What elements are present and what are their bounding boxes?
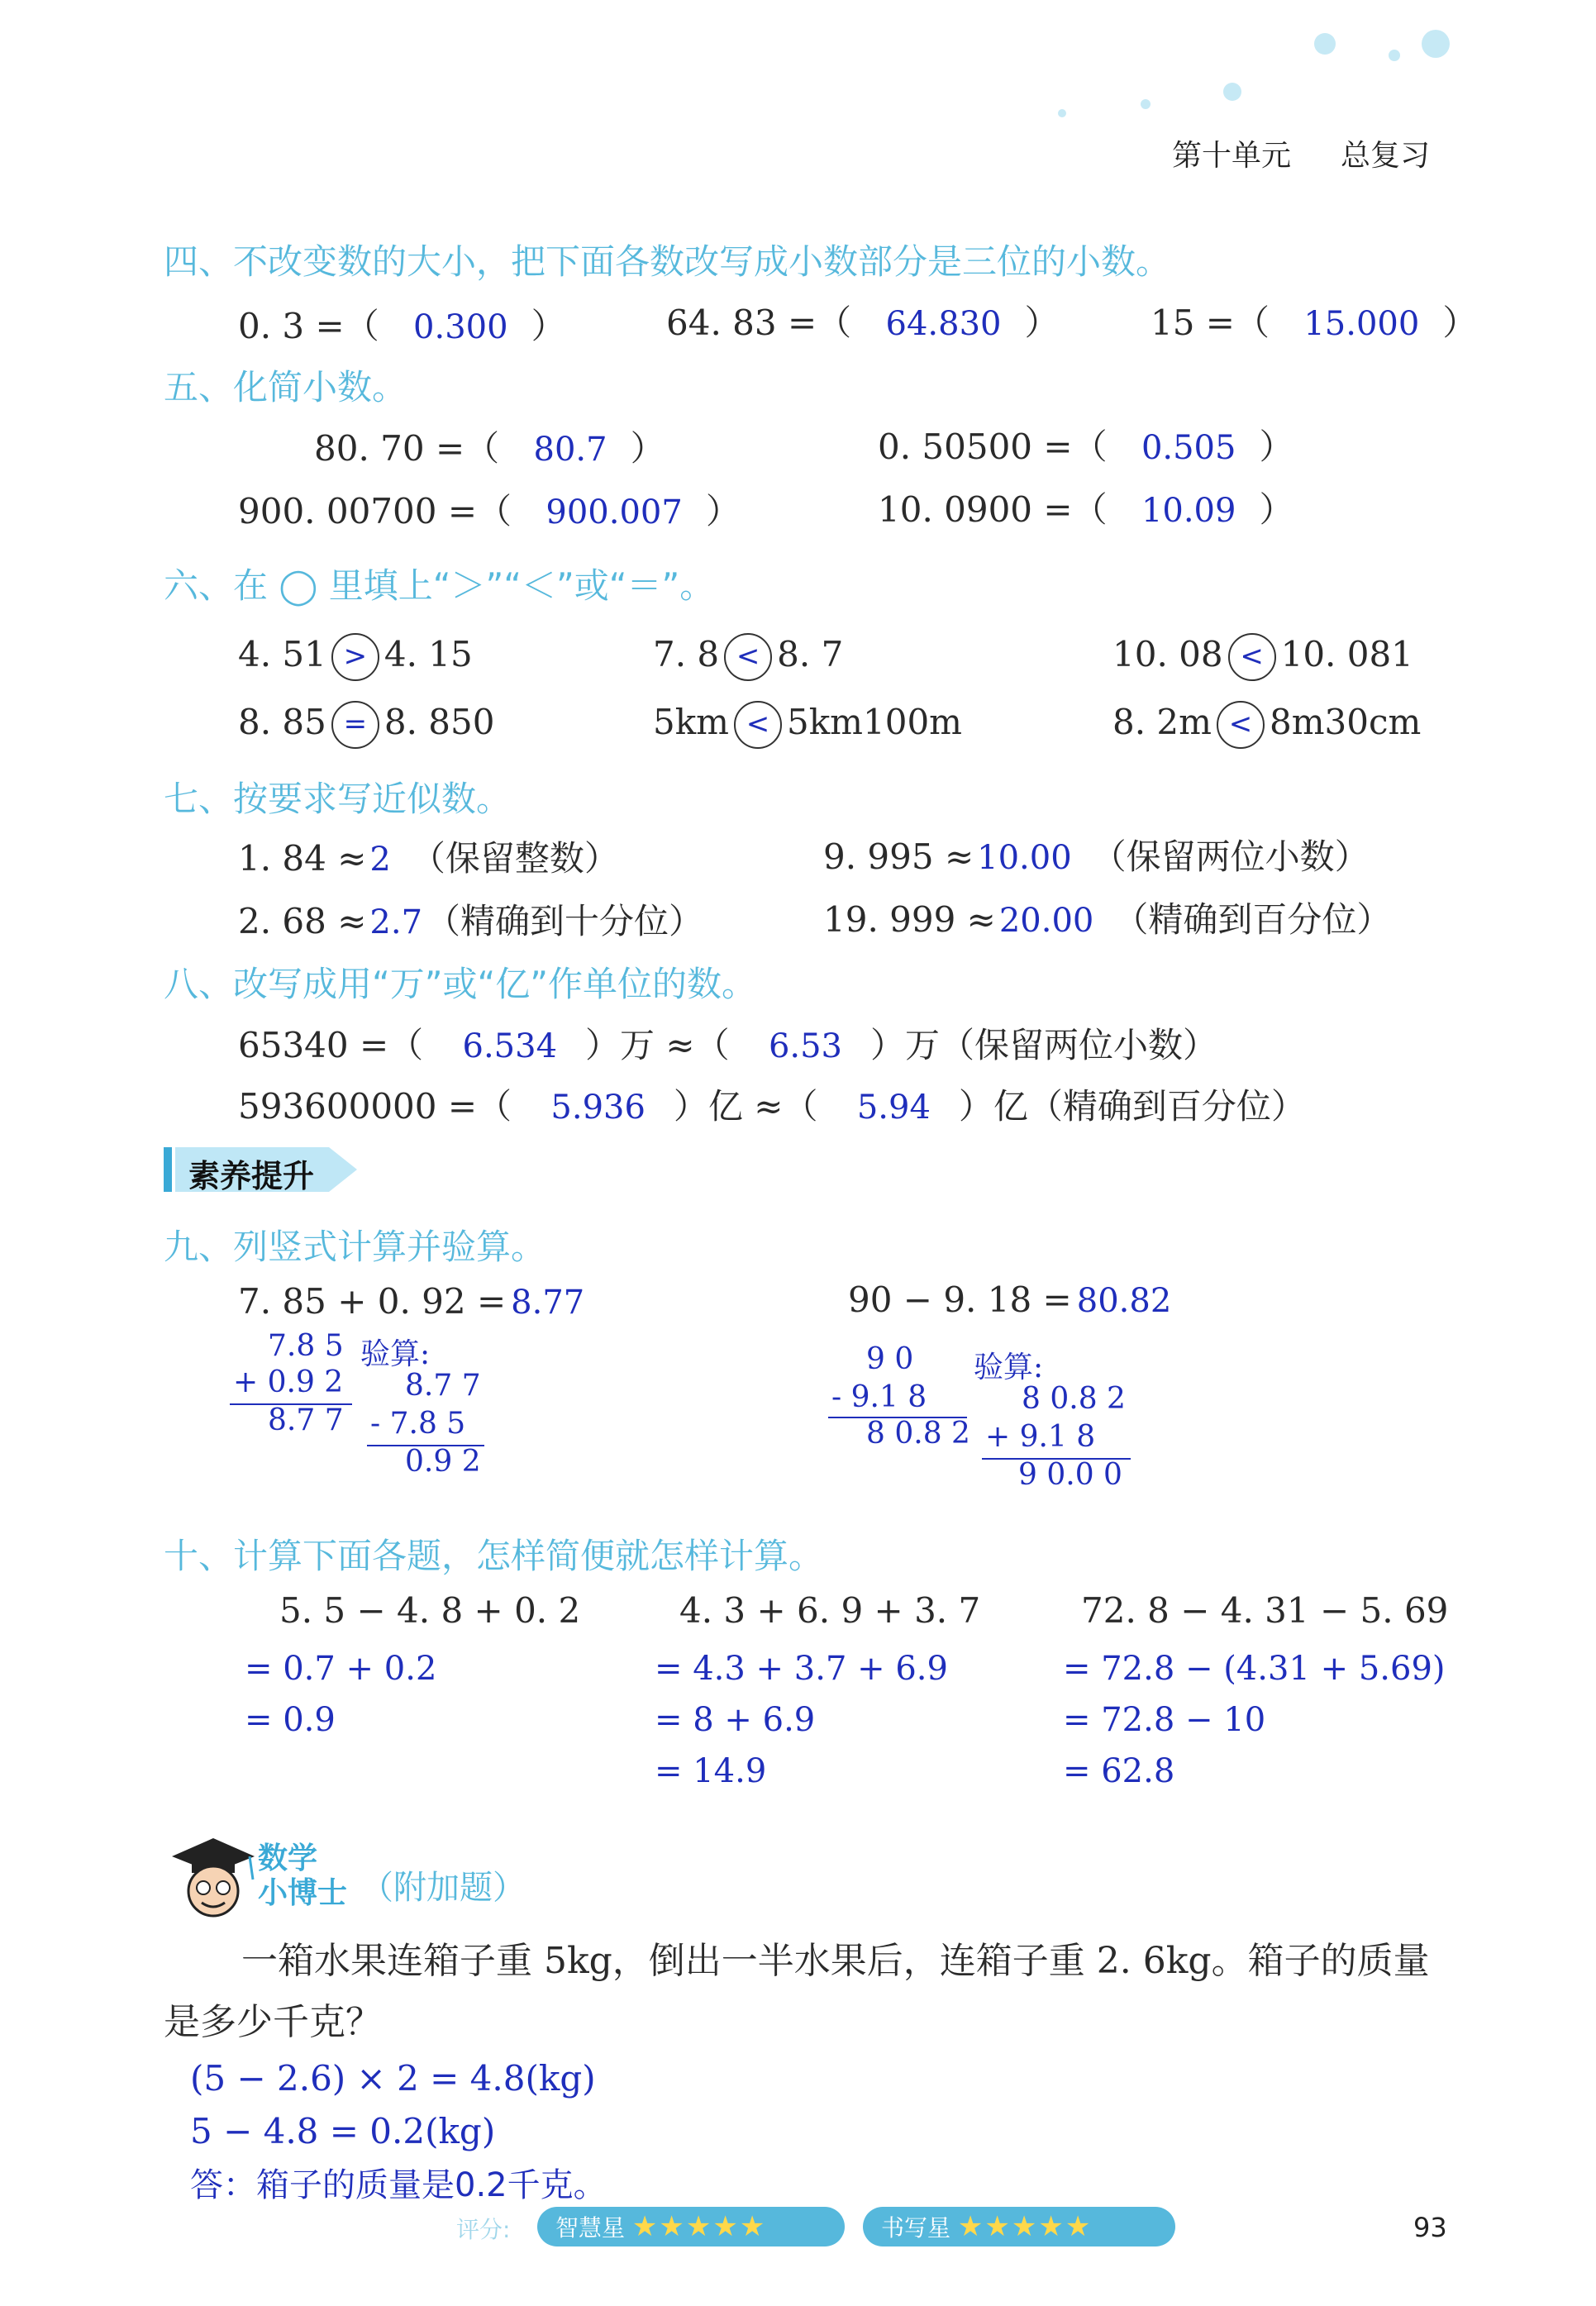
s5-a1: 80.7	[533, 431, 607, 469]
decor-dot	[1141, 99, 1151, 109]
vert-result: 0.9 2	[405, 1445, 481, 1479]
bonus-answer-conclusion: 答：箱子的质量是0.2千克。	[190, 2166, 607, 2204]
decor-dot	[1389, 50, 1400, 61]
bonus-answer-line: 5 − 4.8 = 0.2(kg)	[190, 2111, 496, 2151]
s6-item-4: 8. 85 = 8. 850	[238, 701, 494, 749]
s4-q3: 15 =（ 15.000 ）	[1151, 303, 1478, 343]
vert-result: 9 0.0 0	[1018, 1458, 1122, 1492]
s4-q2: 64. 83 =（ 64.830 ）	[666, 303, 1060, 343]
star-icons: ★★★★★	[631, 2210, 767, 2243]
s10-c1-step: = 0.9	[245, 1701, 336, 1739]
s10-c2-question: 4. 3 + 6. 9 + 3. 7	[679, 1590, 981, 1631]
s7-item-2: 9. 995 ≈ 10.00 （保留两位小数）	[823, 836, 1370, 877]
decor-dot	[1314, 33, 1336, 55]
vert-num: 7.8 5	[268, 1329, 344, 1363]
s4-q1: 0. 3 =（ 0.300 ）	[238, 306, 566, 346]
s5-q4: 10. 0900 =（ 10.09 ）	[878, 489, 1294, 530]
s8-row-2: 593600000 =（ 5.936 ）亿 ≈（ 5.94 ）亿（精确到百分位）	[238, 1086, 1306, 1127]
page-title: 总复习	[1341, 139, 1431, 173]
compare-circle: <	[1228, 633, 1276, 681]
s5-q2: 0. 50500 =（ 0.505 ）	[878, 426, 1294, 467]
star-icons: ★★★★★	[957, 2210, 1093, 2243]
vert-num: + 9.1 8	[985, 1420, 1096, 1454]
vert-result: 8 0.8 2	[866, 1417, 970, 1451]
s10-c3-question: 72. 8 − 4. 31 − 5. 69	[1081, 1590, 1449, 1631]
unit-label: 第十单元	[1172, 139, 1292, 173]
compare-circle: <	[734, 701, 782, 749]
section-4-title: 四、不改变数的大小，把下面各数改写成小数部分是三位的小数。	[164, 241, 1171, 282]
bonus-answer-line: (5 − 2.6) × 2 = 4.8(kg)	[190, 2058, 596, 2099]
writing-star-rating: 书写星 ★★★★★	[863, 2207, 1175, 2246]
s5-a2: 0.505	[1141, 429, 1236, 467]
s5-q1: 80. 70 =（ 80.7 ）	[314, 428, 665, 469]
section-9-title: 九、列竖式计算并验算。	[164, 1227, 546, 1267]
s6-item-1: 4. 51 > 4. 15	[238, 633, 473, 681]
decor-dot	[1058, 109, 1066, 117]
vert-num: - 7.8 5	[370, 1407, 466, 1441]
s8-row-1: 65340 =（ 6.534 ）万 ≈（ 6.53 ）万（保留两位小数）	[238, 1025, 1218, 1065]
s6-item-2: 7. 8 < 8. 7	[653, 633, 843, 681]
decor-dot	[1422, 30, 1450, 58]
badge-line-2: 小博士	[258, 1876, 348, 1910]
s7-item-3: 2. 68 ≈ 2.7（精确到十分位）	[238, 901, 704, 941]
s5-q3: 900. 00700 =（ 900.007 ）	[238, 491, 741, 531]
vert-num: 8 0.8 2	[1022, 1382, 1126, 1416]
s5-a4: 10.09	[1141, 492, 1236, 530]
compare-circle: >	[331, 633, 379, 681]
badge-line-1: 数学	[258, 1841, 318, 1875]
section-6-title: 六、在 ◯ 里填上“＞”“＜”或“＝”。	[164, 565, 715, 606]
s10-c2-step: = 8 + 6.9	[655, 1701, 816, 1739]
decor-dot	[1223, 83, 1241, 101]
vert-result: 8.7 7	[268, 1403, 344, 1437]
vert-num: 9 0	[866, 1342, 914, 1376]
s9-p2-question: 90 − 9. 18 = 80.82	[848, 1279, 1172, 1320]
page-number: 93	[1413, 2212, 1447, 2243]
compare-circle: <	[1217, 701, 1265, 749]
bonus-question-line-1: 一箱水果连箱子重 5kg，倒出一半水果后，连箱子重 2. 6kg。箱子的质量	[241, 1940, 1430, 1982]
s10-c2-step: = 14.9	[655, 1752, 767, 1790]
s10-c1-step: = 0.7 + 0.2	[245, 1650, 437, 1688]
s6-item-5: 5km < 5km100m	[653, 701, 962, 749]
wisdom-star-rating: 智慧星 ★★★★★	[537, 2207, 845, 2246]
bonus-tag: （附加题）	[360, 1869, 526, 1907]
s10-c3-step: = 72.8 − 10	[1063, 1701, 1266, 1739]
section-banner: 素养提升	[164, 1144, 362, 1195]
vert-num: - 9.1 8	[831, 1380, 927, 1414]
bonus-question-line-2: 是多少千克？	[164, 2001, 382, 2043]
check-label: 验算:	[360, 1337, 431, 1371]
vert-num: + 0.9 2	[233, 1365, 344, 1399]
s7-item-4: 19. 999 ≈ 20.00 （精确到百分位）	[823, 899, 1392, 940]
s6-item-3: 10. 08 < 10. 081	[1112, 633, 1413, 681]
s4-a1: 0.300	[413, 308, 508, 346]
s5-a3: 900.007	[545, 493, 683, 531]
section-5-title: 五、化简小数。	[164, 367, 407, 407]
compare-circle: <	[724, 633, 772, 681]
section-7-title: 七、按要求写近似数。	[164, 779, 512, 819]
vert-num: 8.7 7	[405, 1369, 481, 1403]
check-label: 验算:	[974, 1351, 1044, 1384]
s10-c2-step: = 4.3 + 3.7 + 6.9	[655, 1650, 948, 1688]
s6-item-6: 8. 2m < 8m30cm	[1112, 701, 1421, 749]
compare-circle: =	[331, 701, 379, 749]
section-10-title: 十、计算下面各题，怎样简便就怎样计算。	[164, 1536, 824, 1576]
s7-item-1: 1. 84 ≈ 2 （保留整数）	[238, 838, 619, 879]
doctor-mascot-icon	[164, 1832, 263, 1922]
score-label: 评分:	[456, 2216, 511, 2243]
section-8-title: 八、改写成用“万”或“亿”作单位的数。	[164, 964, 757, 1004]
s10-c1-question: 5. 5 − 4. 8 + 0. 2	[279, 1590, 581, 1631]
s10-c3-step: = 62.8	[1063, 1752, 1175, 1790]
s4-a2: 64.830	[885, 305, 1002, 343]
s10-c3-step: = 72.8 − (4.31 + 5.69)	[1063, 1650, 1446, 1688]
s4-a3: 15.000	[1303, 305, 1420, 343]
s9-p1-question: 7. 85 + 0. 92 = 8.77	[238, 1281, 585, 1322]
